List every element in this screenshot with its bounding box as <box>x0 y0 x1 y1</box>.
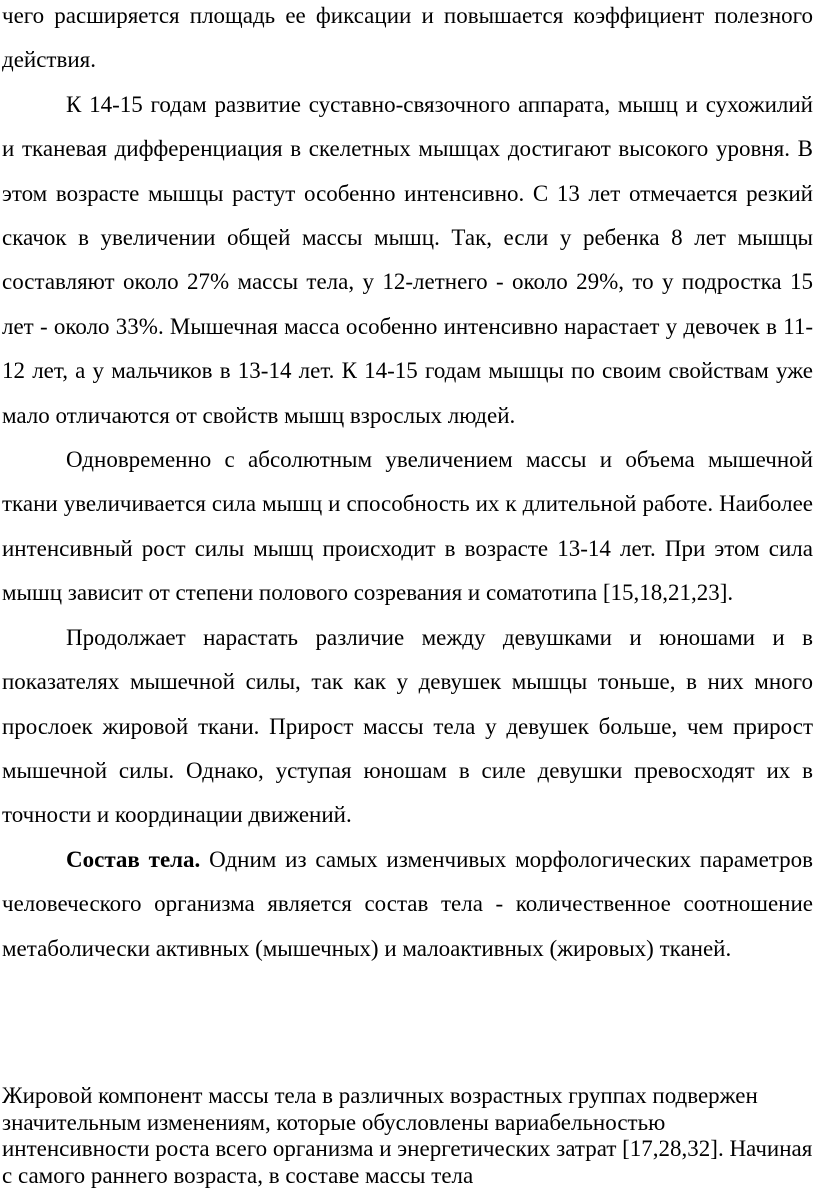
document-body <box>2 0 813 971</box>
paragraph-gender-differences: Продолжает нарастать различие между девушками и юношами и в показателях мышечной силы, так как у девушек мышцы тоньше, в них много прослоек жировой ткани. Прирост массы тела у девушек больше, чем прирост мышечной силы. Однако, уступая юношам в силе девушки превосходят их в точности и координации движений. <box>2 624 813 828</box>
paragraph-continuation: чего расширяется площадь ее фиксации и повышается коэффициент полезного действия. <box>2 3 813 73</box>
paragraph-fat-component: Жировой компонент массы тела в различных возрастных группах подвержен значительным изменениям, которые обусловлены вариабельностью интенсивности роста всего организма и энергетических затрат [17,28,32]. Начиная с самого раннего возраста, в составе массы тела <box>2 1083 813 1189</box>
paragraph-muscle-strength: Одновременно с абсолютным увеличением массы и объема мышечной ткани увеличивается сила мышц и способность их к длительной работе. Наиболее интенсивный рост силы мышц происходит в возрасте 13-14 лет. При этом сила мышц зависит от степени полового созревания и соматотипа [15,18,21,23]. <box>2 447 813 606</box>
paragraph-muscle-development: К 14-15 годам развитие суставно-связочного аппарата, мышц и сухожилий и тканевая дифференциация в скелетных мышцах достигают высокого уровня. В этом возрасте мышцы растут особенно интенсивно. С 13 лет отмечается резкий скачок в увеличении общей массы мышц. Так, если у ребенка 8 лет мышцы составляют около 27% массы тела, у 12-летнего - около 29%, то у подростка 15 лет - около 33%. Мышечная масса особенно интенсивно нарастает у девочек в 11-12 лет, а у мальчиков в 13-14 лет. К 14-15 годам мышцы по своим свойствам уже мало отличаются от свойств мышц взрослых людей. <box>2 91 813 428</box>
paragraph-body-composition-text: Одним из самых изменчивых морфологических параметров человеческого организма является состав тела - количественное соотношение метаболически активных (мышечных) и малоактивных (жировых) тканей. <box>2 846 813 961</box>
section-heading-body-composition: Состав тела. <box>66 846 201 872</box>
paragraph-body-composition <box>2 838 813 971</box>
